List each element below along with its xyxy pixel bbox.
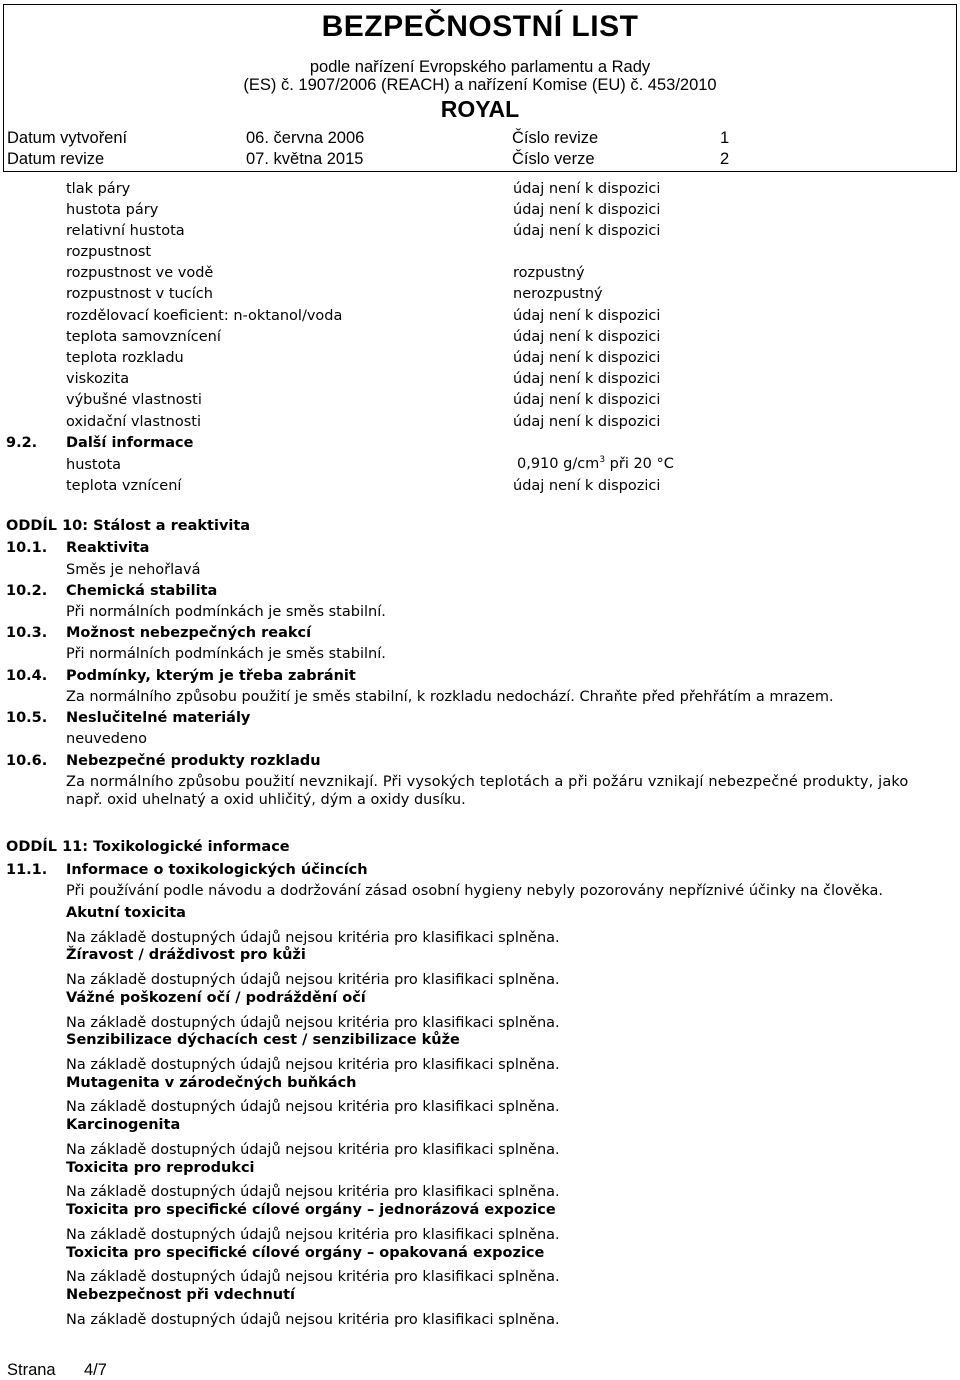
page-label: Strana <box>7 1361 56 1379</box>
page-number: 4/7 <box>84 1361 107 1379</box>
subsection-text: Směs je nehořlavá <box>66 562 201 578</box>
property-value: údaj není k dispozici <box>513 223 661 239</box>
density-value: 0,910 $g/cm^3$ při 20 °C <box>517 455 674 472</box>
subsection-number: 10.4. <box>6 668 48 684</box>
created-value: 06. června 2006 <box>246 129 365 147</box>
hazard-text: Na základě dostupných údajů nejsou kritéria pro klasifikaci splněna. <box>66 1184 560 1200</box>
property-label: relativní hustota <box>66 223 185 239</box>
property-value: údaj není k dispozici <box>513 350 661 366</box>
property-label: tlak páry <box>66 181 131 197</box>
property-label: rozpustnost v tucích <box>66 286 213 302</box>
hazard-text: Na základě dostupných údajů nejsou kritéria pro klasifikaci splněna. <box>66 1057 560 1073</box>
hazard-heading: Senzibilizace dýchacích cest / senzibilizace kůže <box>66 1032 460 1048</box>
property-label: oxidační vlastnosti <box>66 414 201 430</box>
subsection-text: Za normálního způsobu použití nevznikají. Při vysokých teplotách a při požáru vznikají nebezpečné produkty, jako <box>66 774 909 790</box>
regulation-line-2: (ES) č. 1907/2006 (REACH) a nařízení Komise (EU) č. 453/2010 <box>243 76 717 94</box>
subsection-text-continued: např. oxid uhelnatý a oxid uhličitý, dým a oxidy dusíku. <box>66 792 466 808</box>
property-label: rozdělovací koeficient: n-oktanol/voda <box>66 308 343 324</box>
hazard-text: Na základě dostupných údajů nejsou kritéria pro klasifikaci splněna. <box>66 1015 560 1031</box>
subsection-heading: Podmínky, kterým je třeba zabránit <box>66 668 356 684</box>
subsection-heading: Další informace <box>66 435 194 451</box>
subsection-heading: Možnost nebezpečných reakcí <box>66 625 312 641</box>
header-divider <box>3 171 957 172</box>
revision-number-label: Číslo revize <box>512 129 599 147</box>
subsection-text: Při normálních podmínkách je směs stabilní. <box>66 646 386 662</box>
hazard-heading: Toxicita pro reprodukci <box>66 1160 255 1176</box>
hazard-heading: Toxicita pro specifické cílové orgány – opakovaná expozice <box>66 1245 545 1261</box>
subsection-number: 9.2. <box>6 435 38 451</box>
property-value: údaj není k dispozici <box>513 329 661 345</box>
hazard-text: Na základě dostupných údajů nejsou kritéria pro klasifikaci splněna. <box>66 972 560 988</box>
subsection-heading: Neslučitelné materiály <box>66 710 251 726</box>
subsection-text: Při normálních podmínkách je směs stabilní. <box>66 604 386 620</box>
property-value: údaj není k dispozici <box>513 202 661 218</box>
revised-label: Datum revize <box>7 150 105 168</box>
ignition-label: teplota vznícení <box>66 478 182 494</box>
property-value: údaj není k dispozici <box>513 308 661 324</box>
hazard-text: Na základě dostupných údajů nejsou kritéria pro klasifikaci splněna. <box>66 1099 560 1115</box>
property-value: údaj není k dispozici <box>513 414 661 430</box>
subsection-number: 10.5. <box>6 710 48 726</box>
subsection-heading: Reaktivita <box>66 540 150 556</box>
hazard-text: Na základě dostupných údajů nejsou kritéria pro klasifikaci splněna. <box>66 1227 560 1243</box>
subsection-number: 10.3. <box>6 625 48 641</box>
property-label: rozpustnost ve vodě <box>66 265 214 281</box>
property-value: údaj není k dispozici <box>513 392 661 408</box>
subsection-heading: Nebezpečné produkty rozkladu <box>66 753 321 769</box>
hazard-heading: Mutagenita v zárodečných buňkách <box>66 1075 357 1091</box>
hazard-heading: Vážné poškození očí / podráždění očí <box>66 990 366 1006</box>
regulation-line-1: podle nařízení Evropského parlamentu a Rady <box>309 58 651 76</box>
hazard-heading: Žíravost / dráždivost pro kůži <box>66 947 306 963</box>
subsection-number: 10.2. <box>6 583 48 599</box>
property-label: rozpustnost <box>66 244 152 260</box>
subsection-heading: Informace o toxikologických účincích <box>66 862 368 878</box>
subsection-heading: Chemická stabilita <box>66 583 218 599</box>
section-title: ODDÍL 10: Stálost a reaktivita <box>6 518 251 534</box>
property-label: teplota rozkladu <box>66 350 184 366</box>
subsection-text: Při používání podle návodu a dodržování zásad osobní hygieny nebyly pozorovány nepříznivé účinky na člověka. <box>66 883 883 899</box>
subsection-number: 11.1. <box>6 862 48 878</box>
property-label: hustota páry <box>66 202 159 218</box>
hazard-heading: Akutní toxicita <box>66 905 186 921</box>
hazard-text: Na základě dostupných údajů nejsou kritéria pro klasifikaci splněna. <box>66 1312 560 1328</box>
hazard-heading: Nebezpečnost při vdechnutí <box>66 1287 296 1303</box>
hazard-heading: Karcinogenita <box>66 1117 181 1133</box>
created-label: Datum vytvoření <box>7 129 128 147</box>
section-title: ODDÍL 11: Toxikologické informace <box>6 839 290 855</box>
subsection-number: 10.6. <box>6 753 48 769</box>
revision-number-value: 1 <box>720 129 730 147</box>
hazard-text: Na základě dostupných údajů nejsou kritéria pro klasifikaci splněna. <box>66 1142 560 1158</box>
hazard-text: Na základě dostupných údajů nejsou kritéria pro klasifikaci splněna. <box>66 1269 560 1285</box>
property-value: nerozpustný <box>513 286 603 302</box>
property-value: rozpustný <box>513 265 585 281</box>
property-value: údaj není k dispozici <box>513 181 661 197</box>
revised-value: 07. května 2015 <box>246 150 364 168</box>
version-value: 2 <box>720 150 730 168</box>
subsection-text: neuvedeno <box>66 731 147 747</box>
hazard-text: Na základě dostupných údajů nejsou kritéria pro klasifikaci splněna. <box>66 930 560 946</box>
product-name: ROYAL <box>440 96 520 122</box>
property-label: viskozita <box>66 371 130 387</box>
property-label: výbušné vlastnosti <box>66 392 202 408</box>
version-label: Číslo verze <box>512 150 595 168</box>
document-title: BEZPEČNOSTNÍ LIST <box>321 10 639 43</box>
property-value: údaj není k dispozici <box>513 371 661 387</box>
ignition-value: údaj není k dispozici <box>513 478 661 494</box>
subsection-number: 10.1. <box>6 540 48 556</box>
subsection-text: Za normálního způsobu použití je směs stabilní, k rozkladu nedochází. Chraňte před přehřátím a mrazem. <box>66 689 834 705</box>
density-label: hustota <box>66 457 122 473</box>
hazard-heading: Toxicita pro specifické cílové orgány – jednorázová expozice <box>66 1202 556 1218</box>
property-label: teplota samovznícení <box>66 329 221 345</box>
